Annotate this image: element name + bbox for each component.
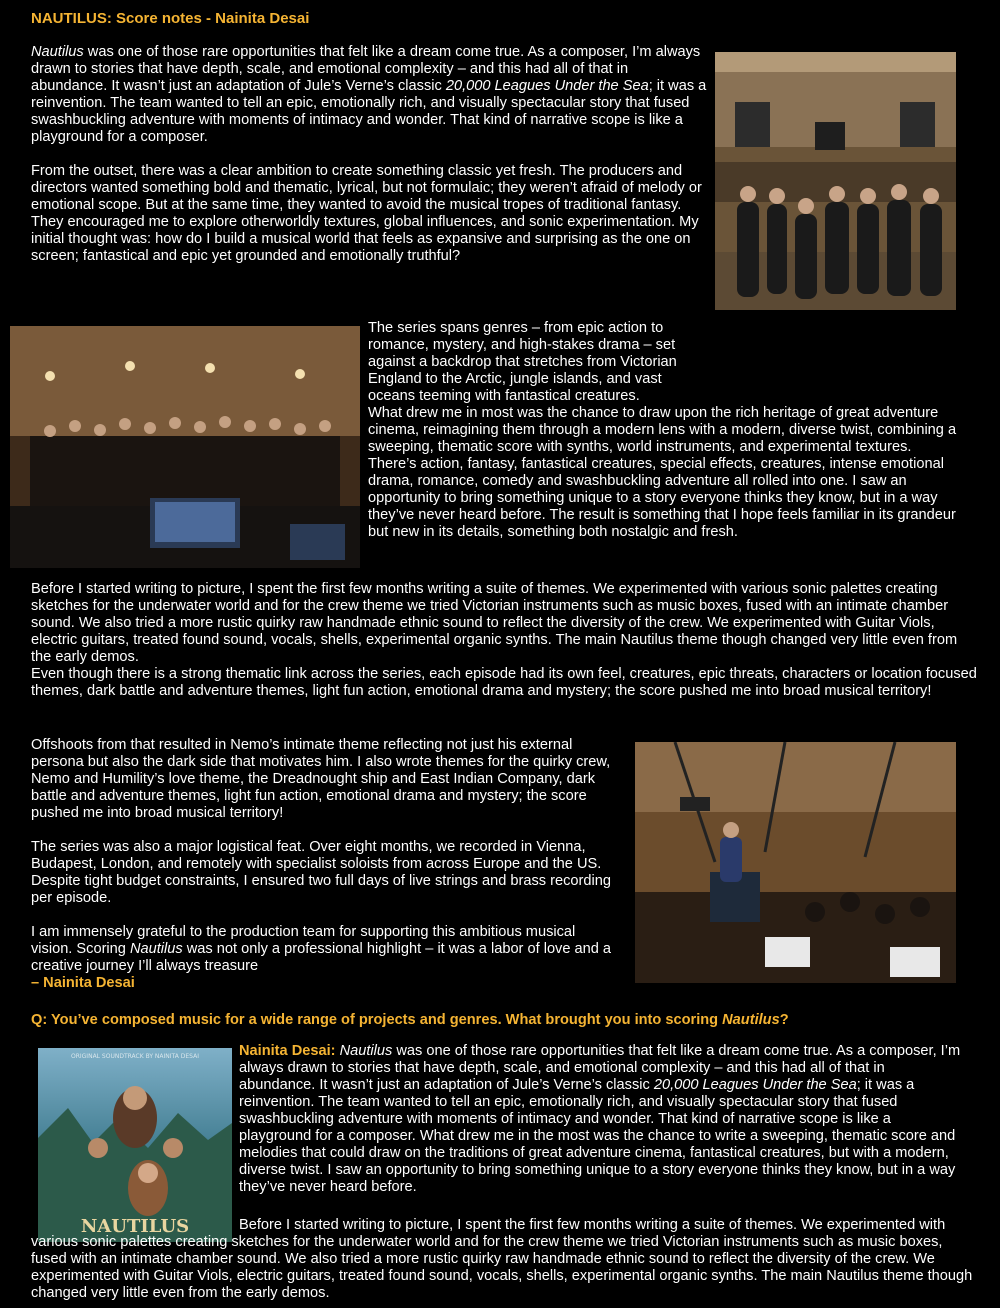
paragraph-9: I am immensely grateful to the production team for supporting this ambitious musical vision. Scoring Nautilus was not only a professional highlight – it was a labor of love and a creative journey I’ll always treasure – Nainita Desai (31, 924, 612, 991)
italic-title: 20,000 Leagues Under the Sea (445, 78, 649, 94)
paragraph-4: What drew me in most was the chance to draw upon the rich heritage of great adventure cinema, reimagining them through a modern lens with a modern, diverse twist, combining a sweeping, thematic score with synths, world instruments, and experimental textures. There’s action, fantasy, fantastical creatures, special effects, creatures, intense emotional drama, romance, comedy and swashbuckling adventure all rolled into one. I saw an opportunity to bring something unique to a story everyone thinks they know, but in a way they’ve never heard before. The result is something that I hope feels familiar in its grandeur but new in its details, something both nostalgic and fresh. (368, 405, 957, 540)
album-top-text: ORIGINAL SOUNDTRACK BY NAINITA DESAI (71, 1053, 199, 1060)
italic-title: Nautilus (722, 1012, 780, 1028)
paragraph-1: Nautilus was one of those rare opportunities that felt like a dream come true. As a composer, I’m always drawn to stories that have depth, scale, and emotional complexity – and this had all of that in abundance. It wasn’t just an adaptation of Jule’s Verne’s classic 20,000 Leagues Under the Sea; it was a reinvention. The team wanted to tell an epic, emotionally rich, and visually spectacular story that fused swashbuckling adventure with moments of intimacy and wonder. That kind of narrative scope is like a playground for a composer. (31, 44, 707, 145)
paragraph-5: Before I started writing to picture, I spent the first few months writing a suite of themes. We experimented with various sonic palettes creating sketches for the underwater world and for the crew theme we tried Victorian instruments such as music boxes, fused with an intimate chamber sound. We also tried a more rustic quirky raw handmade ethnic sound to reflect the diversity of the crew. We experimented with Guitar Viols, electric guitars, treated found sound, vocals, shells, experimental organic synths. The main Nautilus theme though changed very little even from the early demos. (31, 581, 958, 665)
answer-text (239, 1043, 963, 1196)
italic-title: Nautilus (31, 44, 84, 60)
italic-title: 20,000 Leagues Under the Sea (653, 1077, 857, 1093)
album-logo: NAUTILUS (80, 1216, 190, 1237)
team-studio-photo (715, 52, 956, 310)
question-heading: Q: You’ve composed music for a wide range of projects and genres. What brought you into scoring Nautilus? (31, 1012, 789, 1028)
recording-session-photo (635, 742, 956, 983)
genres-text (368, 320, 962, 541)
orchestra-group-photo (10, 326, 360, 568)
italic-title: Nautilus (129, 941, 183, 957)
paragraph-2: From the outset, there was a clear ambition to create something classic yet fresh. The producers and directors wanted something bold and thematic, lyrical, but not formulaic; they weren’t afraid of melody or emotional scope. But at the same time, they wanted to avoid the musical tropes of traditional fantasy. They encouraged me to explore otherworldly textures, global influences, and sonic experimentation. My initial thought was: how do I build a musical world that feels as expansive and surprising as the one on screen; fantastical and epic yet grounded and emotionally truthful? (31, 163, 702, 264)
answer-paragraph-1: Nainita Desai: Nautilus was one of those rare opportunities that felt like a dream come true. As a composer, I’m always drawn to stories that have depth, scale, and emotional complexity – and this had all of that in abundance. It wasn’t just an adaptation of Jule’s Verne’s classic 20,000 Leagues Under the Sea; it was a reinvention. The team wanted to tell an epic, emotionally rich, and visually spectacular story that fused swashbuckling adventure with moments of intimacy and wonder. That kind of narrative scope is like a playground for a composer. What drew me in the most was the chance to write a sweeping, thematic score and melodies that could draw on the traditions of great adventure cinema, fantastical creatures, but with a modern, diverse twist. I saw an opportunity to bring something unique to a story everyone thinks they know, but in a way they’ve never heard before. (239, 1043, 961, 1195)
paragraph-3: The series spans genres – from epic action to romance, mystery, and high-stakes drama – set against a backdrop that stretches from Victorian England to the Arctic, jungle islands, and vast oceans teeming with fantastical creatures. (368, 320, 677, 404)
themes-text (31, 581, 981, 700)
paragraph-7: Offshoots from that resulted in Nemo’s intimate theme reflecting not just his external persona but also the dark side that motivates him. I also wrote themes for the quirky crew, Nemo and Humility’s love theme, the Dreadnought ship and East Indian Company, dark battle and adventure themes, light fun action, emotional drama and mystery; the score pushed me into broad musical territory! (31, 737, 611, 821)
signature: – Nainita Desai (31, 975, 135, 991)
logistics-text (31, 737, 615, 992)
paragraph-6: Even though there is a strong thematic link across the series, each episode had its own feel, creatures, epic threats, characters or location focused themes, dark battle and adventure themes, light fun action, emotional drama and mystery; the score pushed me into broad musical territory! (31, 666, 977, 699)
answer-speaker: Nainita Desai: (239, 1043, 336, 1059)
italic-title: Nautilus (339, 1043, 393, 1059)
paragraph-8: The series was also a major logistical feat. Over eight months, we recorded in Vienna, Budapest, London, and remotely with specialist soloists from across Europe and the US. Despite tight budget constraints, I ensured two full days of live strings and brass recording per episode. (31, 839, 612, 906)
page-title: NAUTILUS: Score notes - Nainita Desai (31, 10, 310, 27)
answer-text-2 (31, 1217, 981, 1302)
intro-text (31, 44, 707, 265)
album-cover (38, 1048, 232, 1242)
answer-paragraph-2: Before I started writing to picture, I spent the first few months writing a suite of themes. We experimented with various sonic palettes creating sketches for the underwater world and for the crew theme we tried Victorian instruments such as music boxes, fused with an intimate chamber sound. We also tried a more rustic quirky raw handmade ethnic sound to reflect the diversity of the crew. We experimented with Guitar Viols, electric guitars, treated found sound, vocals, shells, experimental organic synths. The main Nautilus theme though changed very little even from the early demos. (31, 1217, 973, 1301)
